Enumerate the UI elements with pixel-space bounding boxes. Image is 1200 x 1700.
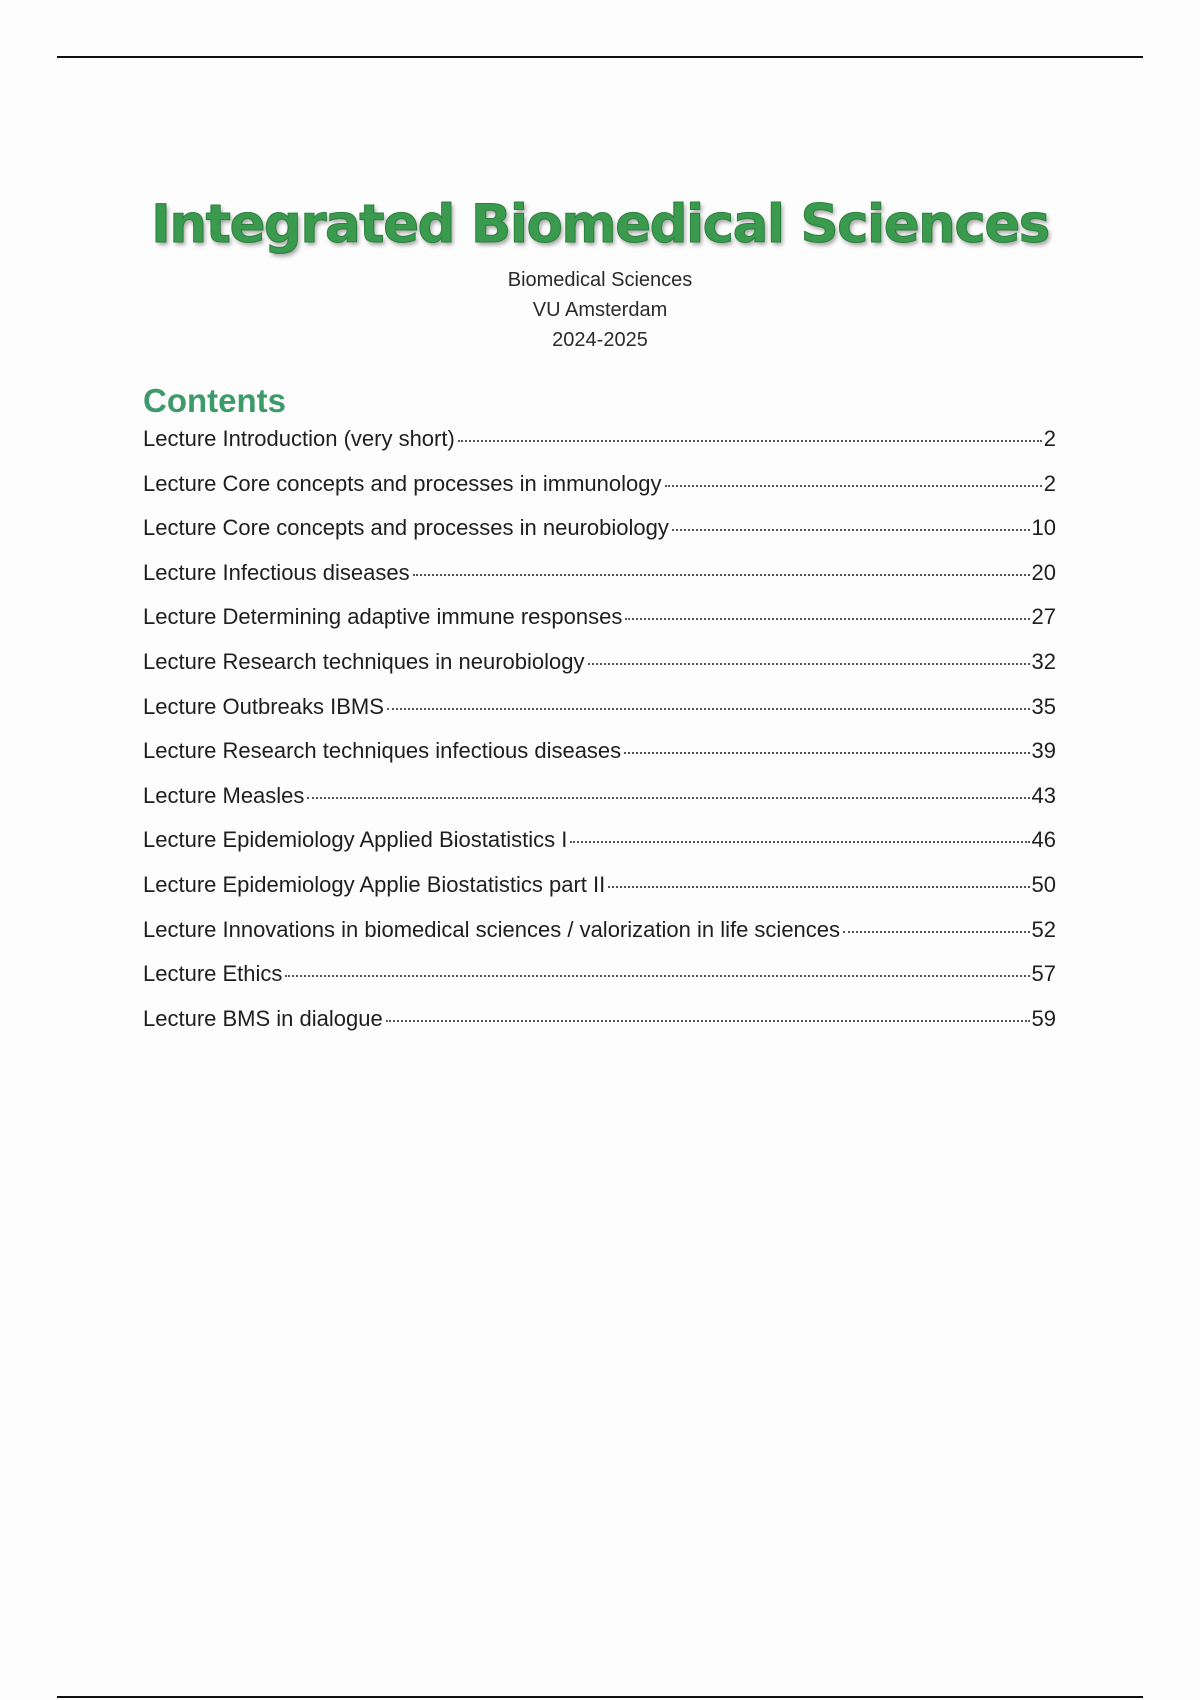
toc-entry-page: 20 xyxy=(1031,559,1056,585)
toc-dot-leader xyxy=(672,529,1030,531)
document-title: Integrated Biomedical Sciences xyxy=(151,193,1049,255)
toc-entry[interactable] xyxy=(143,961,1056,1006)
toc-dot-leader xyxy=(386,1020,1030,1022)
toc-entry-label: Lecture Research techniques infectious diseases xyxy=(143,738,622,764)
toc-entry[interactable] xyxy=(143,783,1056,828)
toc-entry-label: Lecture Determining adaptive immune responses xyxy=(143,604,623,630)
toc-entry-page: 10 xyxy=(1031,515,1056,541)
toc-entry-label: Lecture Research techniques in neurobiology xyxy=(143,648,585,674)
toc-entry[interactable] xyxy=(143,604,1056,649)
toc-entry[interactable] xyxy=(143,917,1056,962)
toc-entry-label: Lecture Epidemiology Applie Biostatistics part II xyxy=(143,871,606,897)
toc-entry[interactable] xyxy=(143,426,1056,471)
toc-entry-page: 59 xyxy=(1031,1005,1056,1031)
toc-entry[interactable] xyxy=(143,694,1056,739)
toc-entry-page: 2 xyxy=(1043,470,1056,496)
toc-entry[interactable] xyxy=(143,515,1056,560)
toc-dot-leader xyxy=(285,975,1029,977)
document-subtitle-block xyxy=(0,265,1200,355)
toc-entry-page: 43 xyxy=(1031,782,1056,808)
top-rule xyxy=(57,56,1143,58)
toc-entry-label: Lecture Innovations in biomedical sciences / valorization in life sciences xyxy=(143,916,841,942)
academic-year: 2024-2025 xyxy=(552,329,648,351)
toc-entry-page: 50 xyxy=(1031,871,1056,897)
toc-entry-label: Lecture Epidemiology Applied Biostatistics I xyxy=(143,827,568,853)
toc-dot-leader xyxy=(665,485,1042,487)
toc-entry-label: Lecture Ethics xyxy=(143,961,283,987)
toc-entry-page: 57 xyxy=(1031,961,1056,987)
toc-entry-page: 39 xyxy=(1031,738,1056,764)
toc-entry-label: Lecture Outbreaks IBMS xyxy=(143,693,384,719)
toc-entry-label: Lecture Infectious diseases xyxy=(143,559,410,585)
toc-entry-page: 27 xyxy=(1031,604,1056,630)
toc-dot-leader xyxy=(843,931,1029,933)
toc-dot-leader xyxy=(625,618,1029,620)
toc-entry[interactable] xyxy=(143,738,1056,783)
toc-dot-leader xyxy=(570,841,1029,843)
toc-entry[interactable] xyxy=(143,872,1056,917)
toc-entry[interactable] xyxy=(143,471,1056,516)
toc-entry-page: 35 xyxy=(1031,693,1056,719)
toc-entry-page: 52 xyxy=(1031,916,1056,942)
toc-entry-page: 46 xyxy=(1031,827,1056,853)
toc-dot-leader xyxy=(624,752,1029,754)
toc-entry[interactable] xyxy=(143,1006,1056,1051)
toc-entry-page: 2 xyxy=(1043,426,1056,451)
toc-entry-label: Lecture BMS in dialogue xyxy=(143,1005,383,1031)
toc-dot-leader xyxy=(413,574,1030,576)
toc-entry[interactable] xyxy=(143,827,1056,872)
toc-entry[interactable] xyxy=(143,649,1056,694)
toc-entry-page: 32 xyxy=(1031,648,1056,674)
bottom-rule xyxy=(57,1696,1143,1698)
toc-entry[interactable] xyxy=(143,560,1056,605)
toc-entry-label: Lecture Measles xyxy=(143,782,305,808)
toc-dot-leader xyxy=(387,708,1030,710)
contents-heading: Contents xyxy=(143,382,286,419)
program-name: Biomedical Sciences xyxy=(507,269,693,291)
toc-entry-label: Lecture Introduction (very short) xyxy=(143,426,455,451)
toc-dot-leader xyxy=(458,440,1042,442)
toc-entry-label: Lecture Core concepts and processes in immunology xyxy=(143,470,662,496)
institution-name: VU Amsterdam xyxy=(532,299,668,321)
table-of-contents xyxy=(143,426,1056,1050)
toc-entry-label: Lecture Core concepts and processes in neurobiology xyxy=(143,515,669,541)
toc-dot-leader xyxy=(307,797,1029,799)
toc-dot-leader xyxy=(608,886,1029,888)
toc-dot-leader xyxy=(588,663,1030,665)
